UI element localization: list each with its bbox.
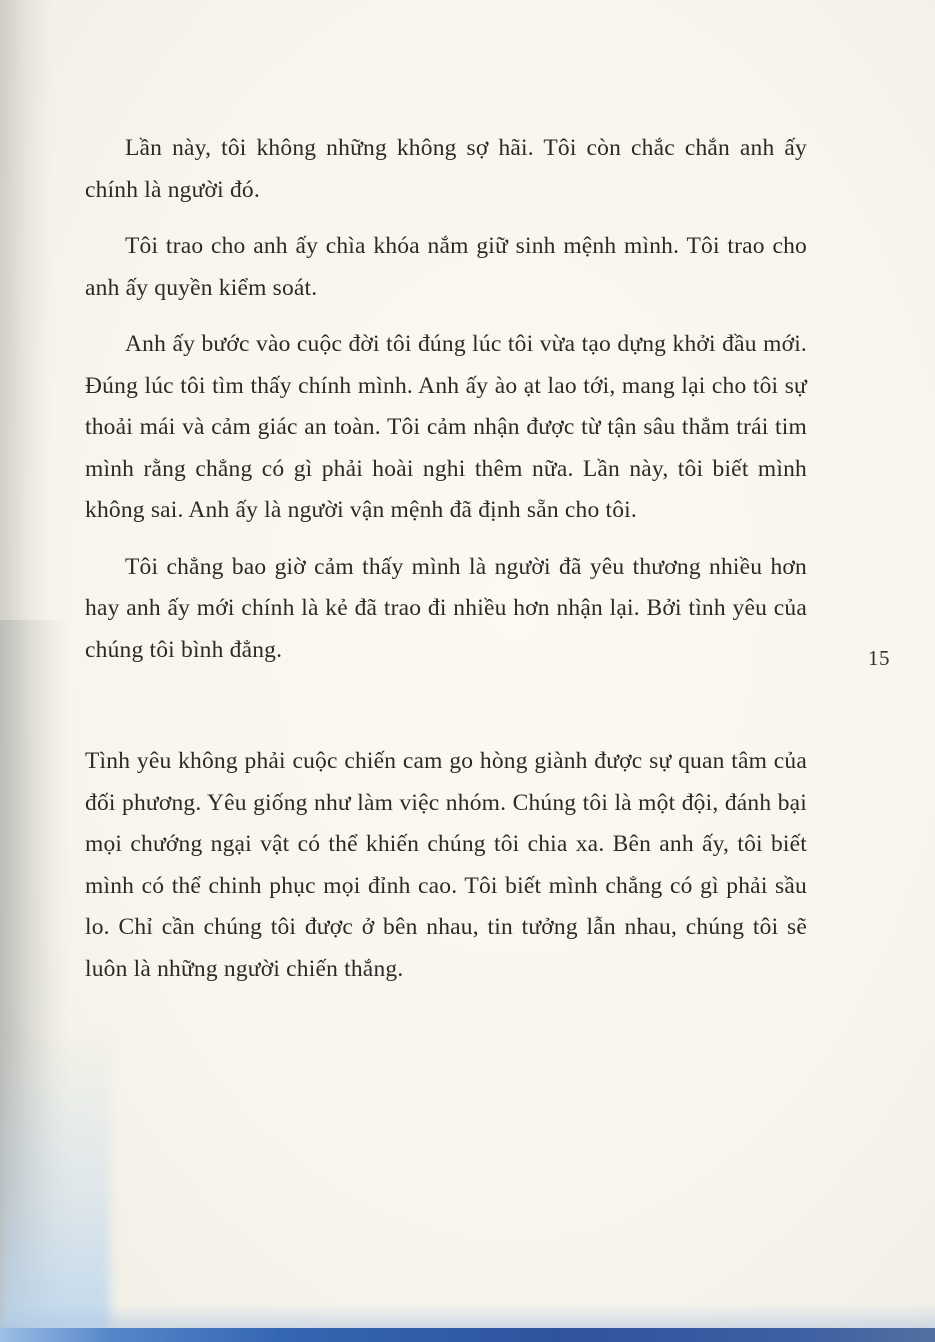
paragraph: Tình yêu không phải cuộc chiến cam go hòng giành được sự quan tâm của đối phương. Yêu giống như làm việc nhóm. Chúng tôi là một đội, đánh bại mọi chướng ngại vật có thể khiến chúng tôi chia xa. Bên anh ấy, tôi biết mình có thể chinh phục mọi đỉnh cao. Tôi biết mình chẳng có gì phải sầu lo. Chỉ cần chúng tôi được ở bên nhau, tin tưởng lẫn nhau, chúng tôi sẽ luôn là những người chiến thắng. bbox=[85, 748, 807, 982]
page-number: 15 bbox=[868, 646, 890, 670]
paragraph: Tôi trao cho anh ấy chìa khóa nắm giữ sinh mệnh mình. Tôi trao cho anh ấy quyền kiểm soát. bbox=[85, 233, 807, 301]
scan-bottom-left-glow bbox=[0, 1030, 110, 1330]
page-left-edge-shadow-lower bbox=[0, 620, 70, 1342]
paragraph: Anh ấy bước vào cuộc đời tôi đúng lúc tôi vừa tạo dựng khởi đầu mới. Đúng lúc tôi tìm thấy chính mình. Anh ấy ào ạt lao tới, mang lại cho tôi sự thoải mái và cảm giác an toàn. Tôi cảm nhận được từ tận sâu thẳm trái tim mình rằng chẳng có gì phải hoài nghi thêm nữa. Lần này, tôi biết mình không sai. Anh ấy là người vận mệnh đã định sẵn cho tôi. bbox=[85, 331, 807, 523]
paragraph: Lần này, tôi không những không sợ hãi. Tôi còn chắc chắn anh ấy chính là người đó. bbox=[85, 135, 807, 203]
scan-bottom-glow bbox=[0, 1304, 935, 1330]
page-text-block bbox=[85, 128, 807, 1005]
scan-bottom-blue-strip bbox=[0, 1328, 935, 1342]
paragraph: Tôi chẳng bao giờ cảm thấy mình là người đã yêu thương nhiều hơn hay anh ấy mới chính là kẻ đã trao đi nhiều hơn nhận lại. Bởi tình yêu của chúng tôi bình đẳng. bbox=[85, 553, 807, 663]
page-left-edge-shadow bbox=[0, 0, 52, 1342]
